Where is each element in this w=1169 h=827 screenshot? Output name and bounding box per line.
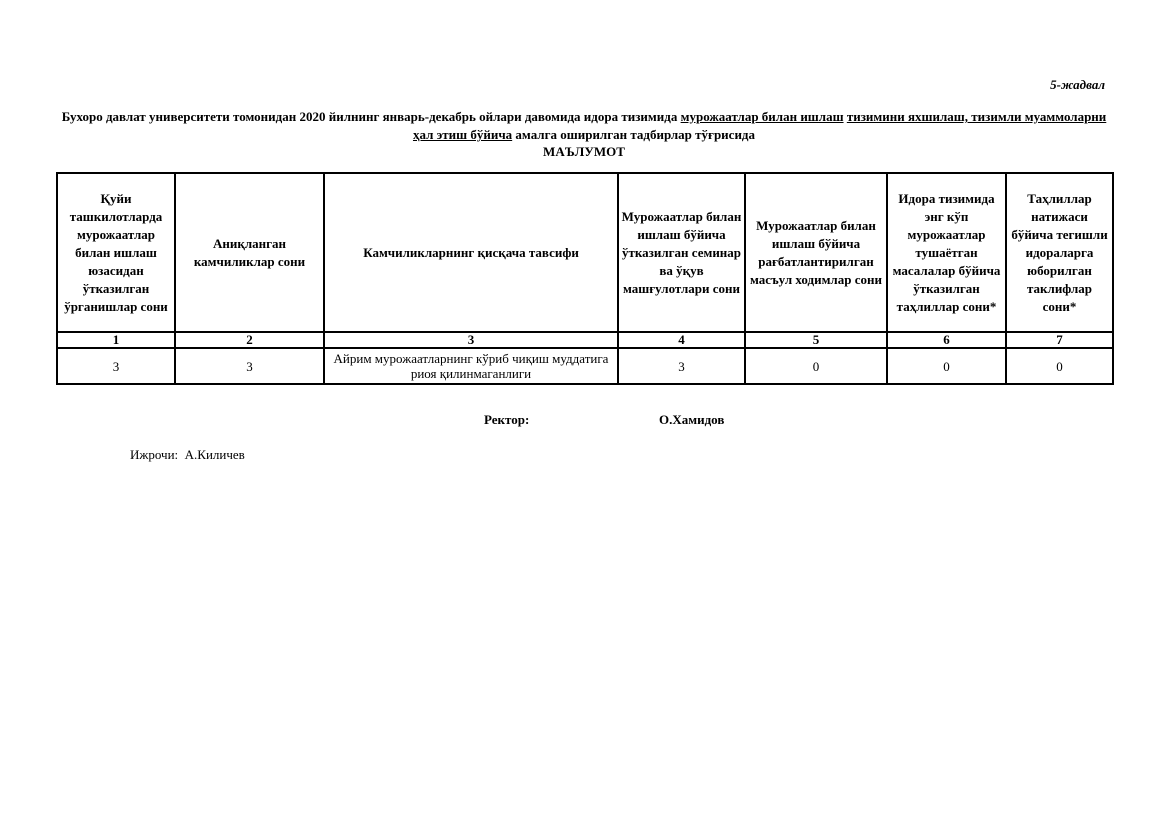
header-cell-1: Қуйи ташкилотларда мурожаатлар билан ишлаш юзасидан ўтказилган ўрганишлар сони — [57, 173, 175, 332]
table-cell: 3 — [618, 348, 745, 384]
executor-line: Ижрочи: А.Киличев — [130, 447, 245, 462]
table-cell: 0 — [887, 348, 1006, 384]
header-cell-2: Аниқланган камчиликлар сони — [175, 173, 324, 332]
table-cell: 0 — [745, 348, 887, 384]
report-table — [56, 172, 1114, 385]
header-cell-4: Мурожаатлар билан ишлаш бўйича ўтказилган семинар ва ўқув машғулотлари сони — [618, 173, 745, 332]
table-cell: 0 — [1006, 348, 1113, 384]
signature-name: О.Хамидов — [659, 412, 725, 427]
column-number: 3 — [324, 332, 618, 348]
header-cell-3: Камчиликларнинг қисқача тавсифи — [324, 173, 618, 332]
column-number: 4 — [618, 332, 745, 348]
column-number: 1 — [57, 332, 175, 348]
column-number: 7 — [1006, 332, 1113, 348]
header-cell-6: Идора тизимида энг кўп мурожаатлар тушаётган масалалар бўйича ўтказилган таҳлиллар сони* — [887, 173, 1006, 332]
header-cell-7: Таҳлиллар натижаси бўйича тегишли идораларга юборилган таклифлар сони* — [1006, 173, 1113, 332]
title-text-part2: амалга оширилган тадбирлар тўғрисида — [512, 127, 756, 142]
document-title — [56, 108, 1112, 144]
header-cell-5: Мурожаатлар билан ишлаш бўйича рағбатлантирилган масъул ходимлар сони — [745, 173, 887, 332]
table-cell: 3 — [57, 348, 175, 384]
header-row — [57, 173, 1113, 332]
document-subtitle: МАЪЛУМОТ — [543, 144, 625, 159]
table-row — [57, 348, 1113, 384]
title-underlined-2: тизимини яхшилаш, тизимли муаммоларни ҳал этиш бўйича — [412, 109, 1107, 142]
table-cell: 3 — [175, 348, 324, 384]
column-number: 2 — [175, 332, 324, 348]
table-cell: Айрим мурожаатларнинг кўриб чиқиш муддатига риоя қилинмаганлиги — [324, 348, 618, 384]
title-text-part1: Бухоро давлат университети томонидан 2020 йилнинг январь-декабрь ойлари давомида идора тизимида — [61, 109, 681, 124]
column-number-row — [57, 332, 1113, 348]
column-number: 5 — [745, 332, 887, 348]
column-number: 6 — [887, 332, 1006, 348]
signature-label: Ректор: — [484, 412, 530, 427]
title-underlined-1: мурожаатлар билан ишлаш — [680, 109, 844, 124]
table-number: 5-жадвал — [1050, 77, 1105, 92]
